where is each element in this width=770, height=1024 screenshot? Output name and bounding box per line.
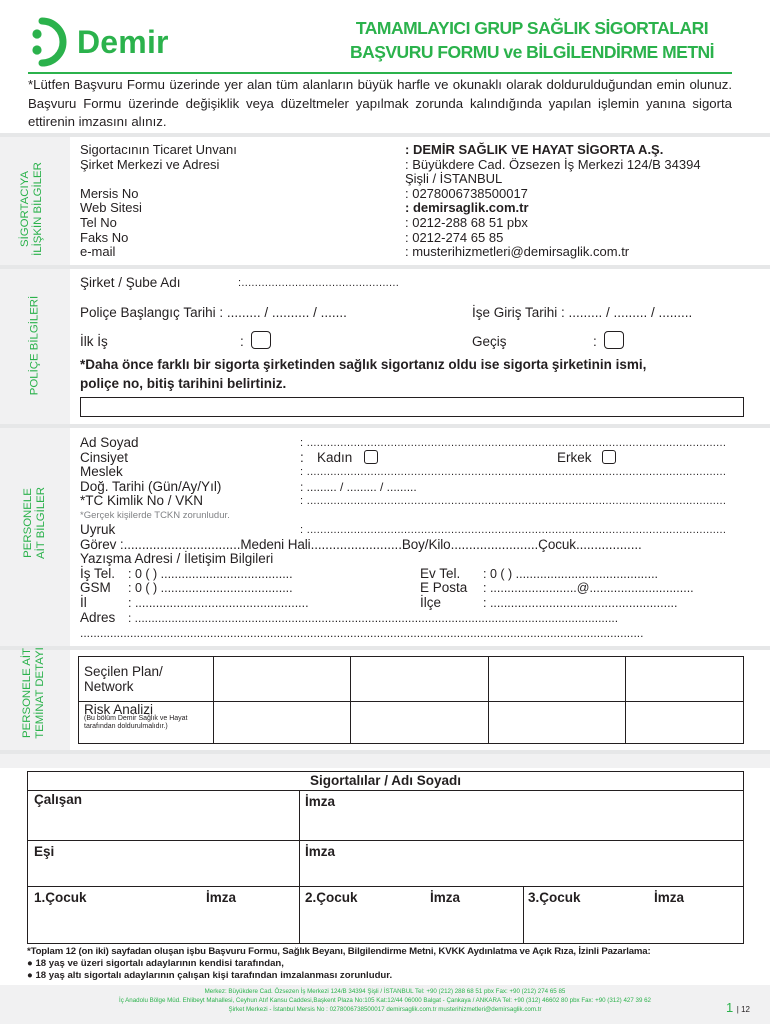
email-label: e-mail [80,244,116,260]
previous-insurance-input[interactable] [80,397,744,417]
home-tel-label: Ev Tel. [420,566,461,581]
gender-label: Cinsiyet [80,450,129,465]
child2-label: 2.Çocuk [305,890,358,905]
male-checkbox[interactable] [602,450,616,464]
insurer-title-label: Sigortacının Ticaret Unvanı [80,142,237,157]
tel-value: : 0212-288 68 51 pbx [405,215,528,230]
selected-plan-label: Seçilen Plan/ Network [84,664,163,694]
section-separator [0,646,770,650]
email-value: : musterihizmetleri@demirsaglik.com.tr [405,244,630,260]
name-field[interactable]: : ............................................................................................................................. [300,437,727,449]
child1-field[interactable] [28,886,298,943]
profession-field[interactable]: : ............................................................................................................................. [300,466,727,478]
coverage-side-label: PERSONELE AİT TEMİNAT DETAYI [21,647,46,739]
spouse-name-field[interactable] [28,840,298,885]
child2-field[interactable] [299,886,522,943]
risk-analysis-note: (Bu bölüm Demir Sağlık ve Hayat tarafından doldurulmalıdır.) [84,715,188,730]
plan-cell-2[interactable] [350,657,487,700]
employee-name-field[interactable] [28,790,298,839]
child3-field[interactable] [523,886,743,943]
birth-date-label: Doğ. Tarihi (Gün/Ay/Yıl) [80,479,222,494]
email-post-label: E Posta [420,580,468,595]
first-job-checkbox[interactable] [251,331,271,349]
spouse-signature-label: İmza [305,844,336,859]
gender-colon: : [300,450,304,465]
mersis-value: : 0278006738500017 [405,185,528,201]
section-separator [0,424,770,428]
male-label: Erkek [557,450,592,465]
signature-note-1: *Toplam 12 (on iki) sayfadan oluşan işbu Başvuru Formu, Sağlık Beyanı, Bilgilendirme Metni, KVKK Aydınlatma ve Açık Rıza, İzinli Pazarlama: [27,946,651,957]
signature-note-2: ● 18 yaş ve üzeri sigortalı adaylarının kendisi tarafından, [27,958,284,969]
grey-band [0,754,770,768]
tel-label: Tel No [80,215,117,230]
work-tel-label: İş Tel. [80,566,116,581]
email-post-field[interactable]: : .........................@.............................. [483,581,694,595]
child3-signature-label: İmza [654,890,685,905]
plan-cell-1[interactable] [213,657,349,700]
employee-signature-field[interactable] [299,790,743,839]
child1-label: 1.Çocuk [34,890,87,905]
website-label: Web Sitesi [80,200,142,216]
transfer-colon: : [593,334,597,349]
intro-instructions: *Lütfen Başvuru Formu üzerinde yer alan tüm alanların büyük harfle ve okunaklı olarak doldurulduğundan emin olunuz. Başvuru Formu üzerinde değişiklik veya düzeltmeler yapılmak zorunda kalındığında yapılan işlemin yanına sigorta ettirenin imzasını alınız. [28,77,732,129]
birth-date-field[interactable]: : ......... / ......... / ......... [300,480,417,494]
spouse-signature-field[interactable] [299,840,743,885]
child2-signature-label: İmza [430,890,461,905]
fax-label: Faks No [80,229,129,245]
page-number: 1 | 12 [725,1000,750,1015]
employee-label: Çalışan [34,792,83,807]
female-checkbox[interactable] [364,450,378,464]
tc-id-label: *TC Kimlik No / VKN [80,493,204,508]
district-field[interactable]: : ...................................................... [483,596,678,610]
transfer-checkbox[interactable] [604,331,624,349]
header-divider [28,72,732,74]
city-field[interactable]: : .................................................. [128,596,309,610]
previous-insurance-note-2: poliçe no, bitiş tarihini belirtiniz. [80,376,287,391]
footer-regional-address: İç Anadolu Bölge Müd. Ehlibeyt Mahallesi, Ceyhun Atıf Kansu Caddesi,Başkent Plaza No:105 Kat:12/44 06000 Balgat - Çankaya / ANKARA Tel: +90 (312) 46602 80 pbx Fax: +90 (312) 427 39 62 [118,997,651,1004]
home-tel-field[interactable]: : 0 ( ) ......................................... [483,567,659,581]
fax-value: : 0212-274 65 85 [405,229,504,245]
risk-analysis-label: Risk Analizi [84,702,154,717]
insurer-address-label: Şirket Merkezi ve Adresi [80,156,220,172]
insured-persons-header: Sigortalılar / Adı Soyadı [309,773,462,788]
policy-side-label: POLİÇE BİLGİLERİ [28,295,41,396]
tc-id-note: *Gerçek kişilerde TCKN zorunludur. [80,510,230,521]
gsm-field[interactable]: : 0 ( ) ...................................... [128,581,293,595]
plan-cell-4[interactable] [625,657,743,700]
female-label: Kadın [317,450,353,465]
first-job-colon: : [240,334,244,349]
previous-insurance-note-1: *Daha önce farklı bir sigorta şirketinden sağlık sigortanız oldu ise sigorta şirketinin ismi, [80,357,647,372]
city-label: İl [80,595,87,610]
mersis-label: Mersis No [80,185,139,201]
policy-start-date-field[interactable]: Poliçe Başlangıç Tarihi : ......... / .......... / ....... [80,305,347,320]
insurer-address-city: Şişli / İSTANBUL [405,171,503,187]
section-separator [0,265,770,269]
name-label: Ad Soyad [80,435,139,450]
company-branch-label: Şirket / Şube Adı [80,275,181,290]
address-field[interactable]: : ................................................................................................................................................. [128,611,619,625]
transfer-label: Geçiş [472,334,507,349]
form-title-line1: TAMAMLAYICI GRUP SAĞLIK SİGORTALARI [355,18,709,38]
nationality-label: Uyruk [80,522,116,537]
footer-hq-address: Merkez: Büyükdere Cad. Özsezen İş Merkezi 124/B 34394 Şişli / İSTANBUL Tel: +90 (212) 288 68 51 pbx Fax: +90 (212) 274 65 85 [204,988,566,995]
employee-signature-label: İmza [305,794,336,809]
insurer-title-value: : DEMİR SAĞLIK VE HAYAT SİGORTA A.Ş. [405,142,664,157]
first-job-label: İlk İş [80,334,108,349]
website-value: : demirsaglik.com.tr [405,200,529,216]
spouse-label: Eşi [34,844,55,859]
duty-marital-height-children-line[interactable]: Görev :................................Medeni Hali.........................Boy/Kilo........................Çocuk.................. [80,537,642,552]
plan-cell-3[interactable] [488,657,624,700]
child3-label: 3.Çocuk [528,890,581,905]
address-field-line2[interactable]: ......................................................................................................................................................................... [80,626,644,640]
child1-signature-label: İmza [206,890,237,905]
signature-note-3: ● 18 yaş altı sigortalı adaylarının çalışan kişi tarafından imzalanması zorunludur. [27,970,393,981]
footer-contact: Şirket Merkezi - İstanbul Mersis No : 0278006738500017 demirsaglik.com.tr musterihizmetleri@demirsaglik.com.tr [228,1006,542,1013]
personnel-side-label: PERSONELE AİT BİLGİLER [22,487,47,559]
section-separator [0,133,770,137]
demir-logo-icon [28,17,72,67]
tc-id-field[interactable]: : ............................................................................................................................. [300,495,727,507]
nationality-field[interactable]: : ............................................................................................................................. [300,524,727,536]
gsm-label: GSM [80,580,111,595]
form-title-line2: BAŞVURU FORMU ve BİLGİLENDİRME METNİ [349,42,715,62]
work-tel-field[interactable]: : 0 ( ) ...................................... [128,567,293,581]
insurer-address-value: : Büyükdere Cad. Özsezen İş Merkezi 124/B 34394 [405,156,701,172]
insurer-side-label: SİGORTACIYA İLİŞKİN BİLGİLER [19,162,44,256]
job-start-date-field[interactable]: İşe Giriş Tarihi : ......... / ......... / ......... [472,305,693,320]
contact-header: Yazışma Adresi / İletişim Bilgileri [80,551,274,566]
district-label: İlçe [420,595,442,610]
brand-name: Demir [77,24,169,60]
address-label: Adres [80,610,116,625]
company-branch-field[interactable]: :............................................... [238,277,400,289]
profession-label: Meslek [80,464,123,479]
